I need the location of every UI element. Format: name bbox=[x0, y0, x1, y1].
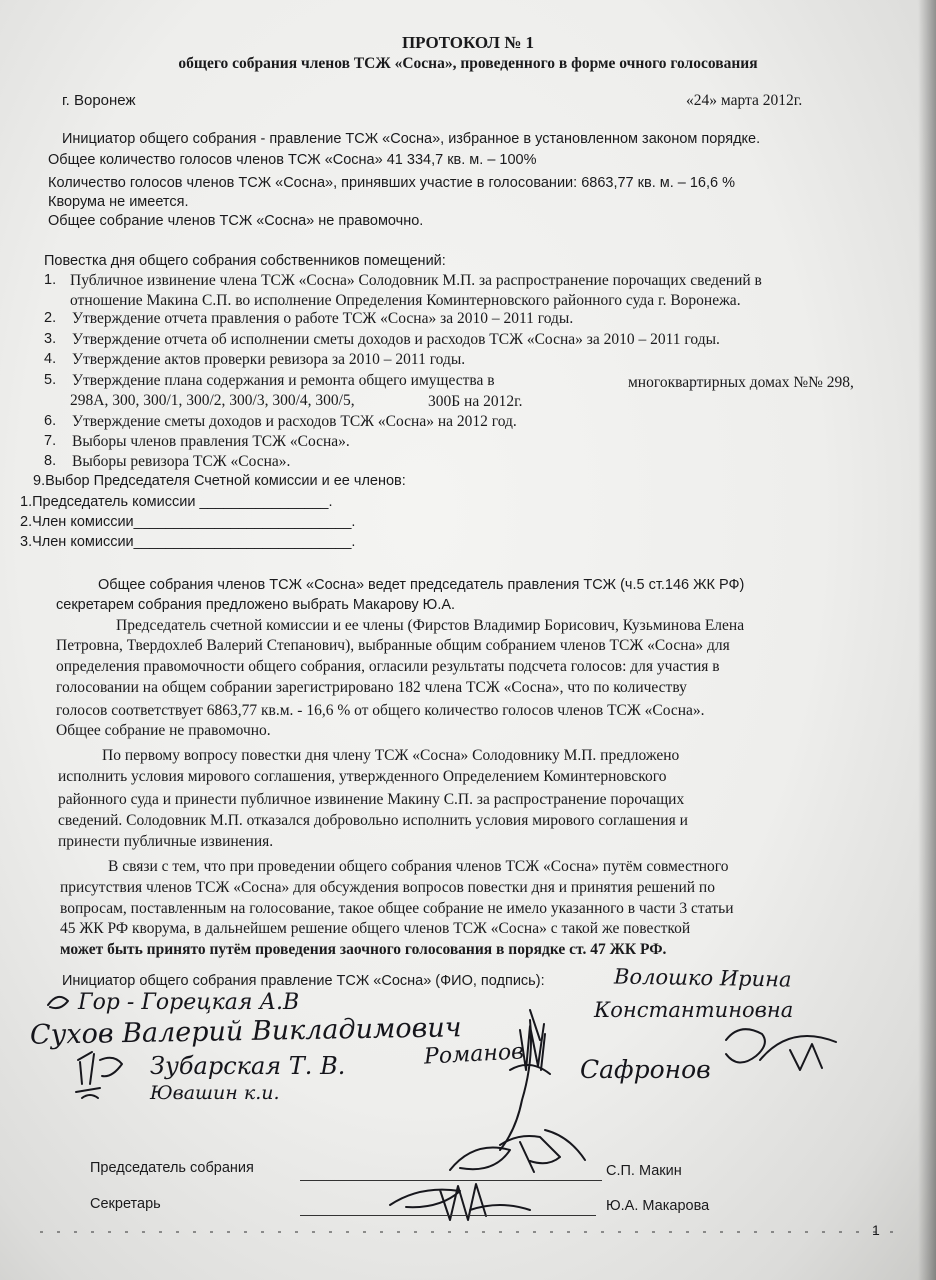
body-paragraph-line: голосовании на общем собрании зарегистрировано 182 члена ТСЖ «Сосна», что по количеству bbox=[56, 679, 687, 696]
agenda-number: 2. bbox=[44, 310, 57, 326]
agenda-item-6: Утверждение сметы доходов и расходов ТСЖ «Сосна» на 2012 год. bbox=[72, 413, 517, 430]
agenda-item-7: Выборы членов правления ТСЖ «Сосна». bbox=[72, 433, 350, 450]
body-paragraph-line: По первому вопросу повестки дня члену ТСЖ «Сосна» Солодовнику М.П. предложено bbox=[102, 747, 680, 764]
secretary-signature-line bbox=[300, 1215, 596, 1216]
handwritten-name: Зубарская Т. В. bbox=[150, 1052, 346, 1080]
intro-line: Общее собрание членов ТСЖ «Сосна» не правомочно. bbox=[48, 213, 424, 229]
date: «24» марта 2012г. bbox=[686, 92, 803, 109]
agenda-item-5-line: 300Б на 2012г. bbox=[428, 393, 523, 410]
agenda-item-1-line: Публичное извинение члена ТСЖ «Сосна» Солодовник М.П. за распространение порочащих сведений в bbox=[70, 272, 762, 289]
agenda-item-4: Утверждение актов проверки ревизора за 2010 – 2011 годы. bbox=[72, 351, 466, 368]
agenda-number: 5. bbox=[44, 372, 57, 388]
body-paragraph-line: Председатель счетной комиссии и ее члены (Фирстов Владимир Борисович, Кузьминова Елена bbox=[116, 617, 745, 634]
handwritten-name: Ювашин к.и. bbox=[150, 1082, 280, 1104]
handwritten-name: Сафронов bbox=[580, 1055, 711, 1084]
body-paragraph-line: может быть принято путём проведения заочного голосования в порядке ст. 47 ЖК РФ. bbox=[60, 941, 667, 958]
agenda-number: 6. bbox=[44, 413, 57, 429]
handwritten-name: Константиновна bbox=[594, 998, 794, 1022]
chair-label: Председатель собрания bbox=[90, 1160, 254, 1176]
document-subtitle: общего собрания членов ТСЖ «Сосна», проведенного в форме очного голосования bbox=[178, 55, 758, 72]
body-paragraph-line: вопросам, поставленным на голосование, такое общее собрание не имело указанного в части 3 статьи bbox=[60, 900, 734, 917]
agenda-item-5-line: многоквартирных домах №№ 298, bbox=[628, 374, 854, 391]
body-paragraph-line: 45 ЖК РФ кворума, в дальнейшем решение общего членов ТСЖ «Сосна» с такой же повесткой bbox=[60, 920, 691, 937]
intro-line: Количество голосов членов ТСЖ «Сосна», принявших участие в голосовании: 6863,77 кв. м. – 16,6 % bbox=[48, 175, 736, 191]
body-paragraph-line: Общее собрание не правомочно. bbox=[56, 722, 271, 739]
document-title: ПРОТОКОЛ № 1 bbox=[401, 33, 535, 52]
body-paragraph-line: В связи с тем, что при проведении общего собрания членов ТСЖ «Сосна» путём совместного bbox=[108, 858, 729, 875]
chair-signature-line bbox=[300, 1180, 602, 1181]
intro-line: Инициатор общего собрания - правление ТСЖ «Сосна», избранное в установленном законом порядке. bbox=[62, 131, 761, 147]
body-paragraph-line: Петровна, Твердохлеб Валерий Степанович), выбранные общим собранием членов ТСЖ «Сосна» для bbox=[56, 637, 730, 654]
secretary-name: Ю.А. Макарова bbox=[606, 1198, 710, 1214]
initiator-label: Инициатор общего собрания правление ТСЖ «Сосна» (ФИО, подпись): bbox=[62, 973, 545, 989]
commission-line: 2.Член комиссии___________________________. bbox=[20, 514, 356, 530]
agenda-number: 3. bbox=[44, 331, 57, 347]
agenda-item-5-line: 298А, 300, 300/1, 300/2, 300/3, 300/4, 300/5, bbox=[70, 392, 355, 409]
body-paragraph-line: Общее собрания членов ТСЖ «Сосна» ведет председатель правления ТСЖ (ч.5 ст.146 ЖК РФ) bbox=[98, 577, 745, 593]
intro-line: Кворума не имеется. bbox=[48, 194, 189, 210]
body-paragraph-line: исполнить условия мирового соглашения, утвержденного Определением Коминтерновского bbox=[58, 768, 667, 785]
intro-line: Общее количество голосов членов ТСЖ «Сосна» 41 334,7 кв. м. – 100% bbox=[48, 152, 537, 168]
body-paragraph-line: секретарем собрания предложено выбрать Макарову Ю.А. bbox=[56, 597, 456, 613]
body-paragraph-line: принести публичные извинения. bbox=[58, 833, 274, 850]
city: г. Воронеж bbox=[62, 92, 136, 109]
agenda-number: 7. bbox=[44, 433, 57, 449]
handwritten-name: Сухов Валерий Викладимович bbox=[29, 1012, 462, 1051]
body-paragraph-line: сведений. Солодовник М.П. отказался добровольно исполнить условия мирового соглашения и bbox=[58, 812, 688, 829]
agenda-number: 8. bbox=[44, 453, 57, 469]
agenda-item-5-line: Утверждение плана содержания и ремонта общего имущества в bbox=[72, 372, 495, 389]
chair-name: С.П. Макин bbox=[606, 1163, 682, 1179]
agenda-item-9: 9.Выбор Председателя Счетной комиссии и ее членов: bbox=[33, 473, 406, 489]
commission-line: 1.Председатель комиссии ________________. bbox=[20, 494, 333, 510]
page-number: 1 bbox=[872, 1222, 880, 1238]
handwritten-name: Романов bbox=[423, 1039, 525, 1070]
agenda-number: 4. bbox=[44, 351, 57, 367]
agenda-heading: Повестка дня общего собрания собственников помещений: bbox=[44, 253, 446, 269]
body-paragraph-line: районного суда и принести публичное извинение Макину С.П. за распространение порочащих bbox=[58, 791, 685, 808]
agenda-item-3: Утверждение отчета об исполнении сметы доходов и расходов ТСЖ «Сосна» за 2010 – 2011 годы. bbox=[72, 331, 720, 348]
handwritten-name: Волошко Ирина bbox=[613, 964, 792, 992]
agenda-item-1-line: отношение Макина С.П. во исполнение Определения Коминтерновского районного суда г. Воронежа. bbox=[70, 292, 741, 309]
body-paragraph-line: определения правомочности общего собрания, огласили результаты подсчета голосов: для участия в bbox=[56, 658, 720, 675]
body-paragraph-line: присутствия членов ТСЖ «Сосна» для обсуждения вопросов повестки дня и принятия решений по bbox=[60, 879, 715, 896]
body-paragraph-line: голосов соответствует 6863,77 кв.м. - 16,6 % от общего количество голосов членов ТСЖ «Сосна». bbox=[56, 702, 705, 719]
secretary-label: Секретарь bbox=[90, 1196, 161, 1212]
commission-line: 3.Член комиссии___________________________. bbox=[20, 534, 356, 550]
agenda-number: 1. bbox=[44, 272, 57, 288]
agenda-item-2: Утверждение отчета правления о работе ТСЖ «Сосна» за 2010 – 2011 годы. bbox=[72, 310, 574, 327]
handwritten-name: Гор - Горецкая А.В bbox=[78, 990, 300, 1015]
agenda-item-8: Выборы ревизора ТСЖ «Сосна». bbox=[72, 453, 291, 470]
